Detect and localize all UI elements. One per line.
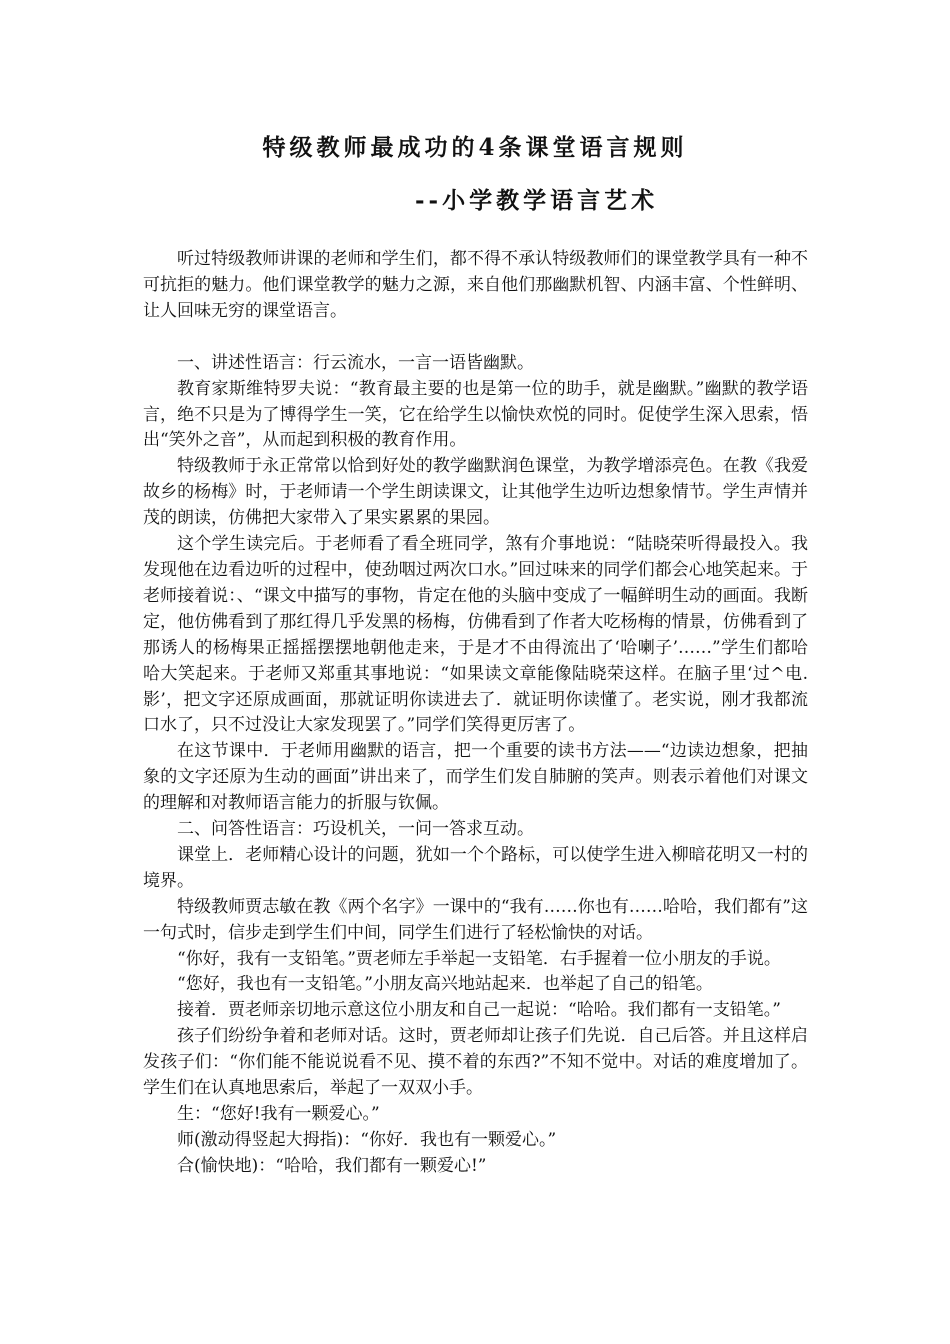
paragraph: 特级教师于永正常常以恰到好处的教学幽默润色课堂，为教学增添亮色。在教《我爱故乡的杨梅》时，于老师请一个学生朗读课文，让其他学生边听边想象情节。学生声情并茂的朗读，仿佛把大家带入了果实累累的果园。 xyxy=(143,456,808,529)
paragraph: 孩子们纷纷争着和老师对话。这时，贾老师却让孩子们先说．自己后答。并且这样启发孩子们：“你们能不能说说看不见、摸不着的东西?”不知不觉中。对话的难度增加了。学生们在认真地思索后，举起了一双双小手。 xyxy=(143,1026,808,1099)
document-title: 特级教师最成功的4条课堂语言规则 xyxy=(262,134,688,161)
paragraph: 在这节课中．于老师用幽默的语言，把一个重要的读书方法——“边读边想象，把抽象的文字还原为生动的画面”讲出来了，而学生们发自肺腑的笑声。则表示着他们对课文的理解和对教师语言能力的折服与钦佩。 xyxy=(143,741,808,814)
section-heading-2: 二、问答性语言：巧设机关，一问一答求互动。 xyxy=(177,819,534,840)
paragraph: 课堂上．老师精心设计的问题，犹如一个个路标，可以使学生进入柳暗花明又一村的境界。 xyxy=(143,844,808,891)
section-heading-1: 一、讲述性语言：行云流水，一言一语皆幽默。 xyxy=(177,352,534,373)
document-body xyxy=(143,247,808,1180)
document-subtitle: --小学教学语言艺术 xyxy=(415,187,659,214)
paragraph: 教育家斯维特罗夫说：“教育最主要的也是第一位的助手，就是幽默。”幽默的教学语言，绝不只是为了博得学生一笑，它在给学生以愉快欢悦的同时。促使学生深入思索，悟出“笑外之音”，从而起到积极的教育作用。 xyxy=(143,378,808,451)
dialogue-line: 师(激动得竖起大拇指)：“你好．我也有一颗爱心。” xyxy=(177,1129,557,1150)
paragraph: 这个学生读完后。于老师看了看全班同学，煞有介事地说：“陆晓荣听得最投入。我发现他在边看边听的过程中，使劲咽过两次口水。”回过味来的同学们都会心地笑起来。于老师接着说：、“课文中描写的事物，肯定在他的头脑中变成了一幅鲜明生动的画面。我断定，他仿佛看到了那红得几乎发黑的杨梅，仿佛看到了作者大吃杨梅的情景，仿佛看到了那诱人的杨梅果正摇摇摆摆地朝他走来，于是才不由得流出了‘哈喇子’……”学生们都哈哈大笑起来。于老师又郑重其事地说：“如果读文章能像陆晓荣这样。在脑子里‘过^电.影’，把文字还原成画面，那就证明你读进去了．就证明你读懂了。老实说，刚才我都流口水了，只不过没让大家发现罢了。”同学们笑得更厉害了。 xyxy=(143,534,808,736)
paragraph-intro: 听过特级教师讲课的老师和学生们，都不得不承认特级教师们的课堂教学具有一种不可抗拒的魅力。他们课堂教学的魅力之源，来自他们那幽默机智、内涵丰富、个性鲜明、让人回味无穷的课堂语言。 xyxy=(143,249,808,321)
paragraph: “您好，我也有一支铅笔。”小朋友高兴地站起来．也举起了自己的铅笔。 xyxy=(177,974,713,995)
paragraph: “你好，我有一支铅笔。”贾老师左手举起一支铅笔．右手握着一位小朋友的手说。 xyxy=(177,948,781,969)
paragraph: 特级教师贾志敏在教《两个名字》一课中的“我有……你也有……哈哈，我们都有”这一句式时，信步走到学生们中间，同学生们进行了轻松愉快的对话。 xyxy=(143,896,808,943)
dialogue-line: 生：“您好!我有一颗爱心。” xyxy=(177,1104,380,1124)
dialogue-line: 合(愉快地)：“哈哈，我们都有一颗爱心!” xyxy=(177,1155,487,1176)
paragraph: 接着．贾老师亲切地示意这位小朋友和自己一起说：“哈哈。我们都有一支铅笔。” xyxy=(177,1000,781,1021)
